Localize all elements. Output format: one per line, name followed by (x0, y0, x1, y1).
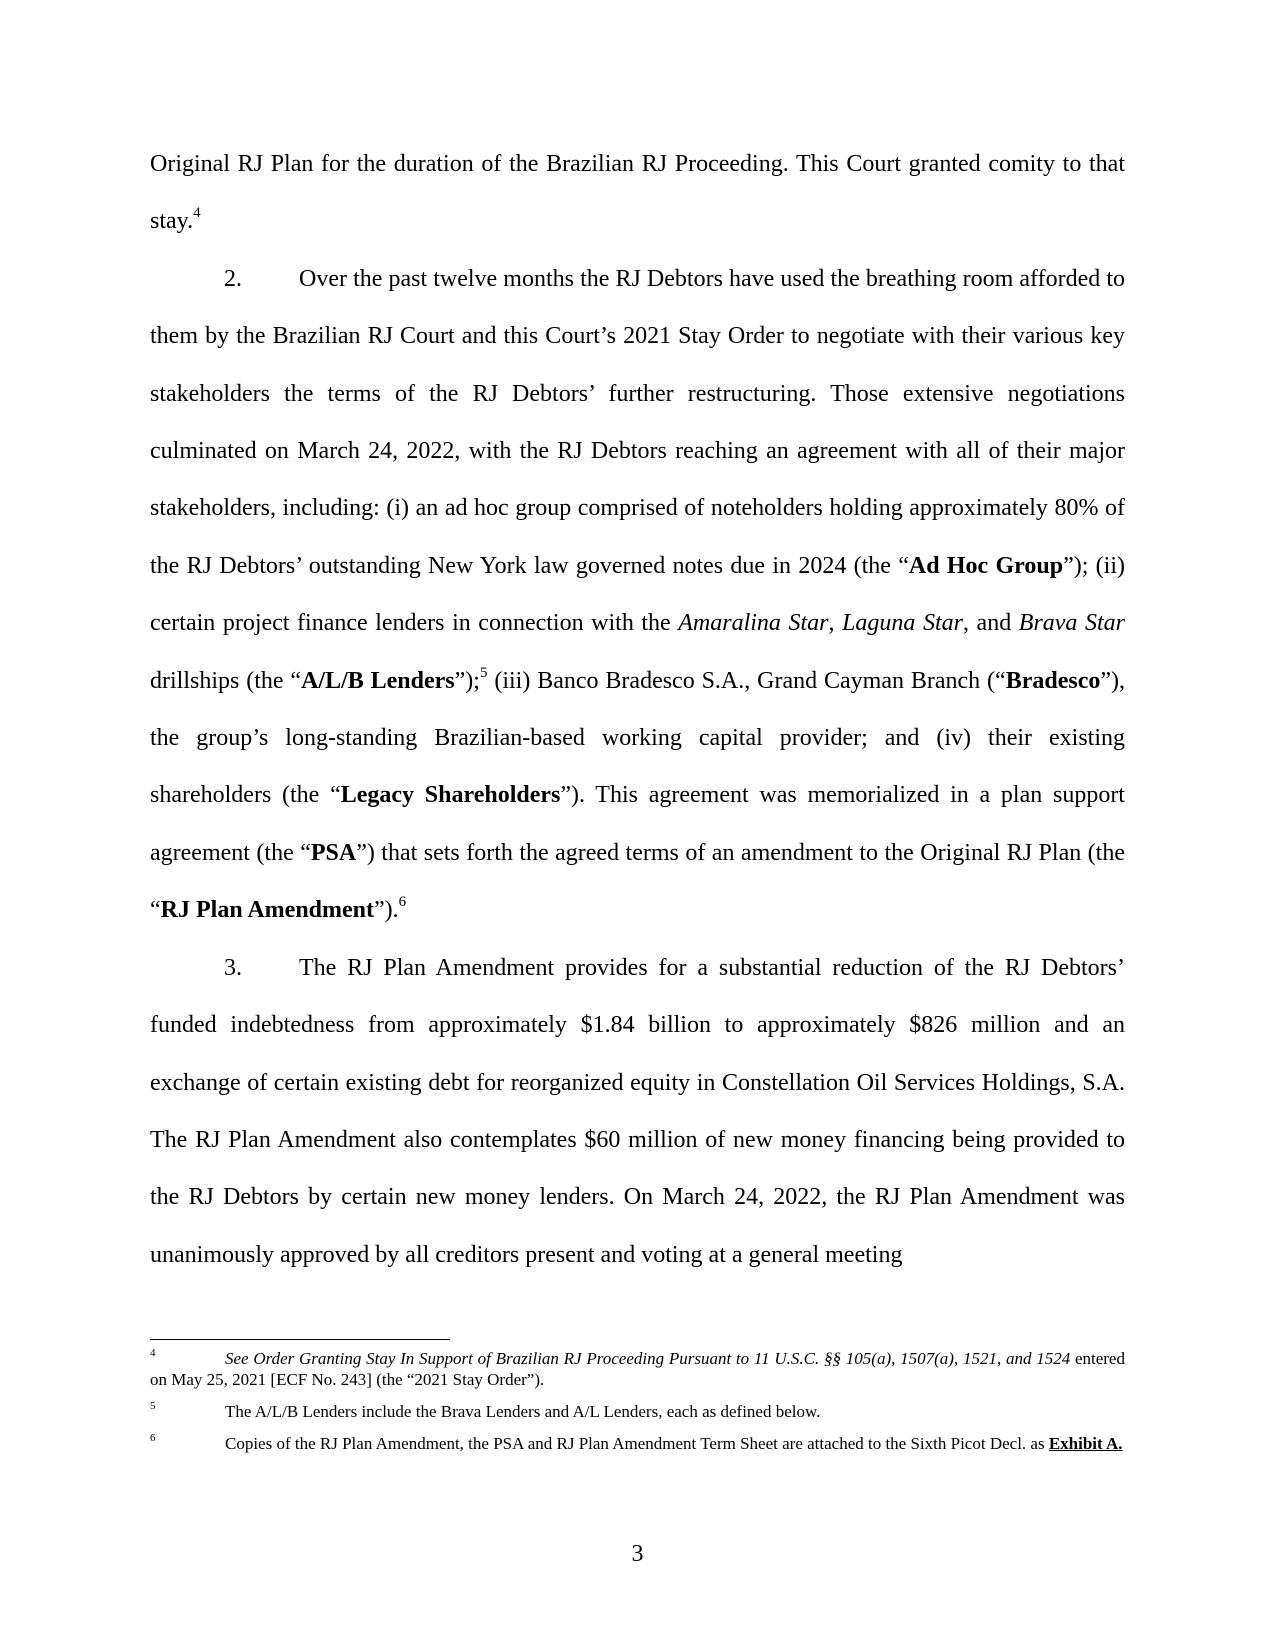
paragraph-text: Over the past twelve months the RJ Debtors have used the breathing room afforded to them by the Brazilian RJ Court and this Court’s 2021 Stay Order to negotiate with their various key stakeholders the terms of the RJ Debtors’ further restructuring. Those extensive negotiations culminated on March 24, 2022, with the RJ Debtors reaching an agreement with all of their major stakeholders, including: (i) an ad hoc group comprised of noteholders holding approximately 80% of the RJ Debtors’ outstanding New York law governed notes due in 2024 (the “ (150, 265, 1125, 579)
footnote-mark: 6 (150, 1432, 156, 1444)
defined-term-psa: PSA (310, 839, 357, 866)
footnote-4 (150, 1348, 1125, 1390)
exhibit-reference: Exhibit A. (1048, 1434, 1123, 1453)
paragraph-text: ”). (374, 897, 399, 924)
paragraph-text: , and (963, 610, 1019, 637)
paragraph-text: The RJ Plan Amendment provides for a substantial reduction of the RJ Debtors’ funded indebtedness from approximately $1.84 billion to approximately $826 million and an exchange of certain existing debt for reorganized equity in Constellation Oil Services Holdings, S.A. The RJ Plan Amendment also contemplates $60 million of new money financing being provided to the RJ Debtors by certain new money lenders. On March 24, 2022, the RJ Plan Amendment was unanimously approved by all creditors present and voting at a general meeting (150, 954, 1125, 1268)
footnote-ref-6: 6 (398, 894, 407, 911)
paragraph-2 (150, 251, 1125, 940)
footnotes (150, 1348, 1125, 1465)
defined-term-ad-hoc-group: Ad Hoc Group (908, 552, 1064, 579)
footnote-separator (150, 1339, 450, 1340)
continuation-paragraph (150, 136, 1125, 251)
defined-term-bradesco: Bradesco (1005, 667, 1101, 694)
footnote-5 (150, 1401, 1125, 1422)
defined-term-rj-plan-amendment: RJ Plan Amendment (160, 897, 374, 924)
ship-name: Amaralina Star (678, 610, 829, 637)
paragraph-text: ”). This agreement was memorialized in a plan support agreement (the “ (150, 782, 1125, 866)
footnote-6 (150, 1433, 1125, 1454)
body-text (150, 136, 1125, 1284)
paragraph-text: ”) that sets forth the agreed terms of an amendment to the Original RJ Plan (the “ (150, 839, 1125, 924)
paragraph-number: 2. (224, 265, 242, 292)
paragraph-3 (150, 940, 1125, 1284)
footnote-ref-5: 5 (479, 664, 488, 681)
paragraph-text: , (828, 610, 843, 637)
defined-term-legacy-shareholders: Legacy Shareholders (340, 782, 561, 809)
paragraph-text: ”), the group’s long-standing Brazilian-based working capital provider; and (iv) their existing shareholders (the “ (150, 667, 1126, 809)
paragraph-text: ”); (ii) certain project finance lenders in connection with the (150, 552, 1125, 637)
ship-name: Brava Star (1018, 610, 1126, 637)
continuation-text: Original RJ Plan for the duration of the Brazilian RJ Proceeding. This Court granted comity to that stay. (150, 151, 1125, 235)
footnote-text: entered on May 25, 2021 [ECF No. 243] (the “2021 Stay Order”). (150, 1349, 1125, 1389)
page-number: 3 (631, 1541, 644, 1567)
paragraph-number: 3. (224, 954, 242, 981)
footnote-mark: 5 (150, 1400, 156, 1412)
defined-term-alb-lenders: A/L/B Lenders (301, 667, 455, 694)
footnote-citation: See Order Granting Stay In Support of Brazilian RJ Proceeding Pursuant to 11 U.S.C. §§ 105(a), 1507(a), 1521, and 1524 (225, 1349, 1071, 1368)
footnote-mark: 4 (150, 1347, 156, 1359)
footnote-text: The A/L/B Lenders include the Brava Lenders and A/L Lenders, each as defined below. (225, 1402, 821, 1421)
footnote-ref-4: 4 (193, 205, 201, 222)
paragraph-text: drillships (the “ (150, 667, 302, 694)
paragraph-text: ”); (454, 667, 480, 694)
paragraph-text: (iii) Banco Bradesco S.A., Grand Cayman Branch (“ (487, 667, 1006, 694)
footnote-text: Copies of the RJ Plan Amendment, the PSA and RJ Plan Amendment Term Sheet are attached to the Sixth Picot Decl. as (225, 1434, 1049, 1453)
ship-name: Laguna Star (842, 610, 963, 637)
